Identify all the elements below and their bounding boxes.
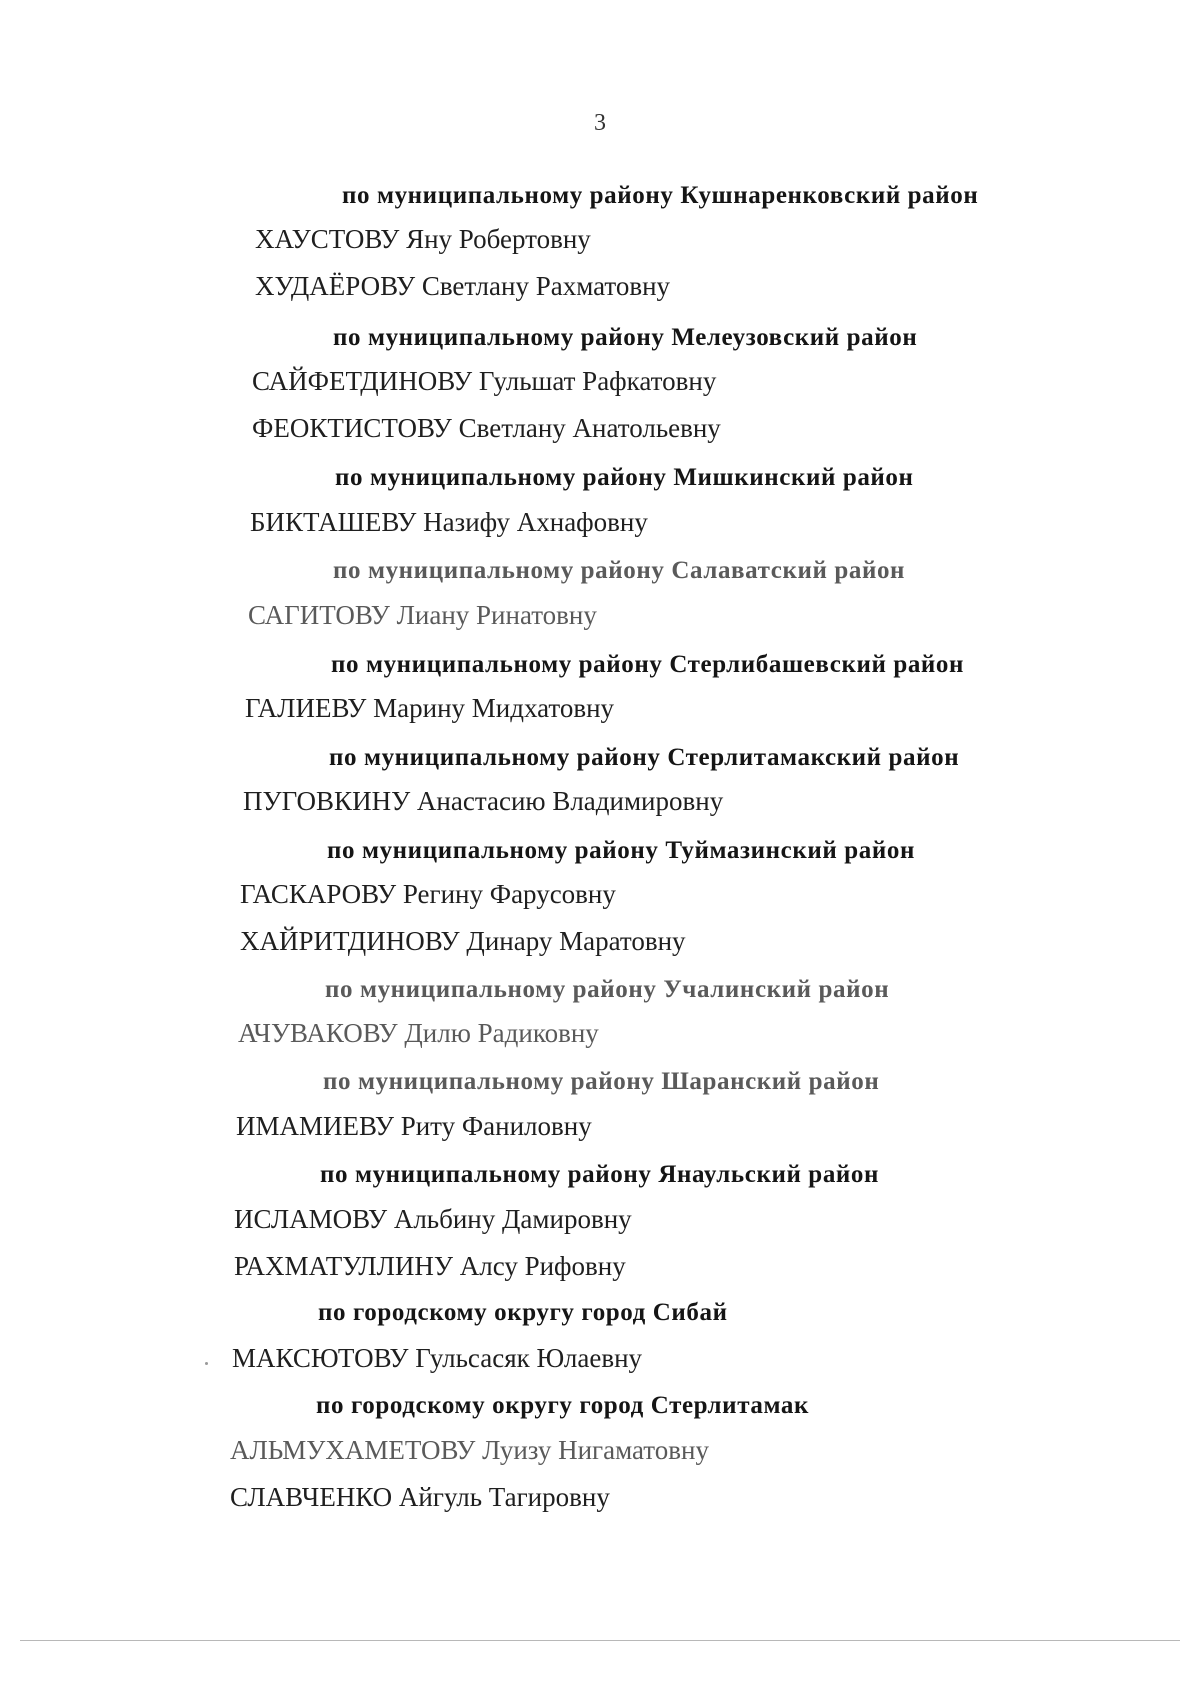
person-name: ХАЙРИТДИНОВУ Динару Маратовну — [240, 926, 686, 956]
person-name: ПУГОВКИНУ Анастасию Владимировну — [243, 786, 724, 816]
person-name: ХУДАЁРОВУ Светлану Рахматовну — [255, 271, 671, 301]
person-name: САГИТОВУ Лиану Ринатовну — [248, 600, 597, 630]
district-heading-sharansky: по муниципальному району Шаранский район — [323, 1068, 880, 1095]
district-heading-meleuzovsky: по муниципальному району Мелеузовский район — [333, 324, 918, 351]
person-name: ГАСКАРОВУ Регину Фарусовну — [240, 879, 616, 909]
person-name: РАХМАТУЛЛИНУ Алсу Рифовну — [234, 1251, 626, 1281]
person-name: САЙФЕТДИНОВУ Гульшат Рафкатовну — [252, 366, 717, 396]
scan-edge-line — [20, 1640, 1180, 1641]
district-heading-uchalinsky: по муниципальному району Учалинский район — [325, 976, 890, 1003]
district-heading-salavatsky: по муниципальному району Салаватский район — [333, 557, 906, 584]
city-heading-sterlitamak: по городскому округу город Стерлитамак — [316, 1392, 810, 1419]
person-name: АЧУВАКОВУ Дилю Радиковну — [238, 1018, 599, 1048]
district-heading-yanaulsky: по муниципальному району Янаульский район — [320, 1161, 880, 1188]
district-heading-kushnarenkovsky: по муниципальному району Кушнаренковский район — [342, 182, 979, 209]
person-name: ИМАМИЕВУ Риту Фаниловну — [236, 1111, 592, 1141]
city-heading-sibay: по городскому округу город Сибай — [318, 1299, 728, 1326]
district-heading-sterlibashevsky: по муниципальному району Стерлибашевский район — [331, 651, 965, 678]
district-heading-tuymazinsky: по муниципальному району Туймазинский район — [327, 837, 915, 864]
person-name: ФЕОКТИСТОВУ Светлану Анатольевну — [252, 413, 721, 443]
person-name: АЛЬМУХАМЕТОВУ Луизу Нигаматовну — [230, 1435, 709, 1465]
person-name: МАКСЮТОВУ Гульсасяк Юлаевну — [232, 1343, 643, 1373]
district-heading-mishkinsky: по муниципальному району Мишкинский район — [335, 464, 914, 491]
page-number: 3 — [594, 110, 606, 136]
person-name: ХАУСТОВУ Яну Робертовну — [255, 224, 591, 254]
person-name: ИСЛАМОВУ Альбину Дамировну — [234, 1204, 632, 1234]
scan-speck — [205, 1362, 208, 1365]
person-name: БИКТАШЕВУ Назифу Ахнафовну — [250, 507, 648, 537]
person-name: СЛАВЧЕНКО Айгуль Тагировну — [230, 1482, 610, 1512]
person-name: ГАЛИЕВУ Марину Мидхатовну — [245, 693, 615, 723]
district-heading-sterlitamaksky: по муниципальному району Стерлитамакский район — [329, 744, 960, 771]
